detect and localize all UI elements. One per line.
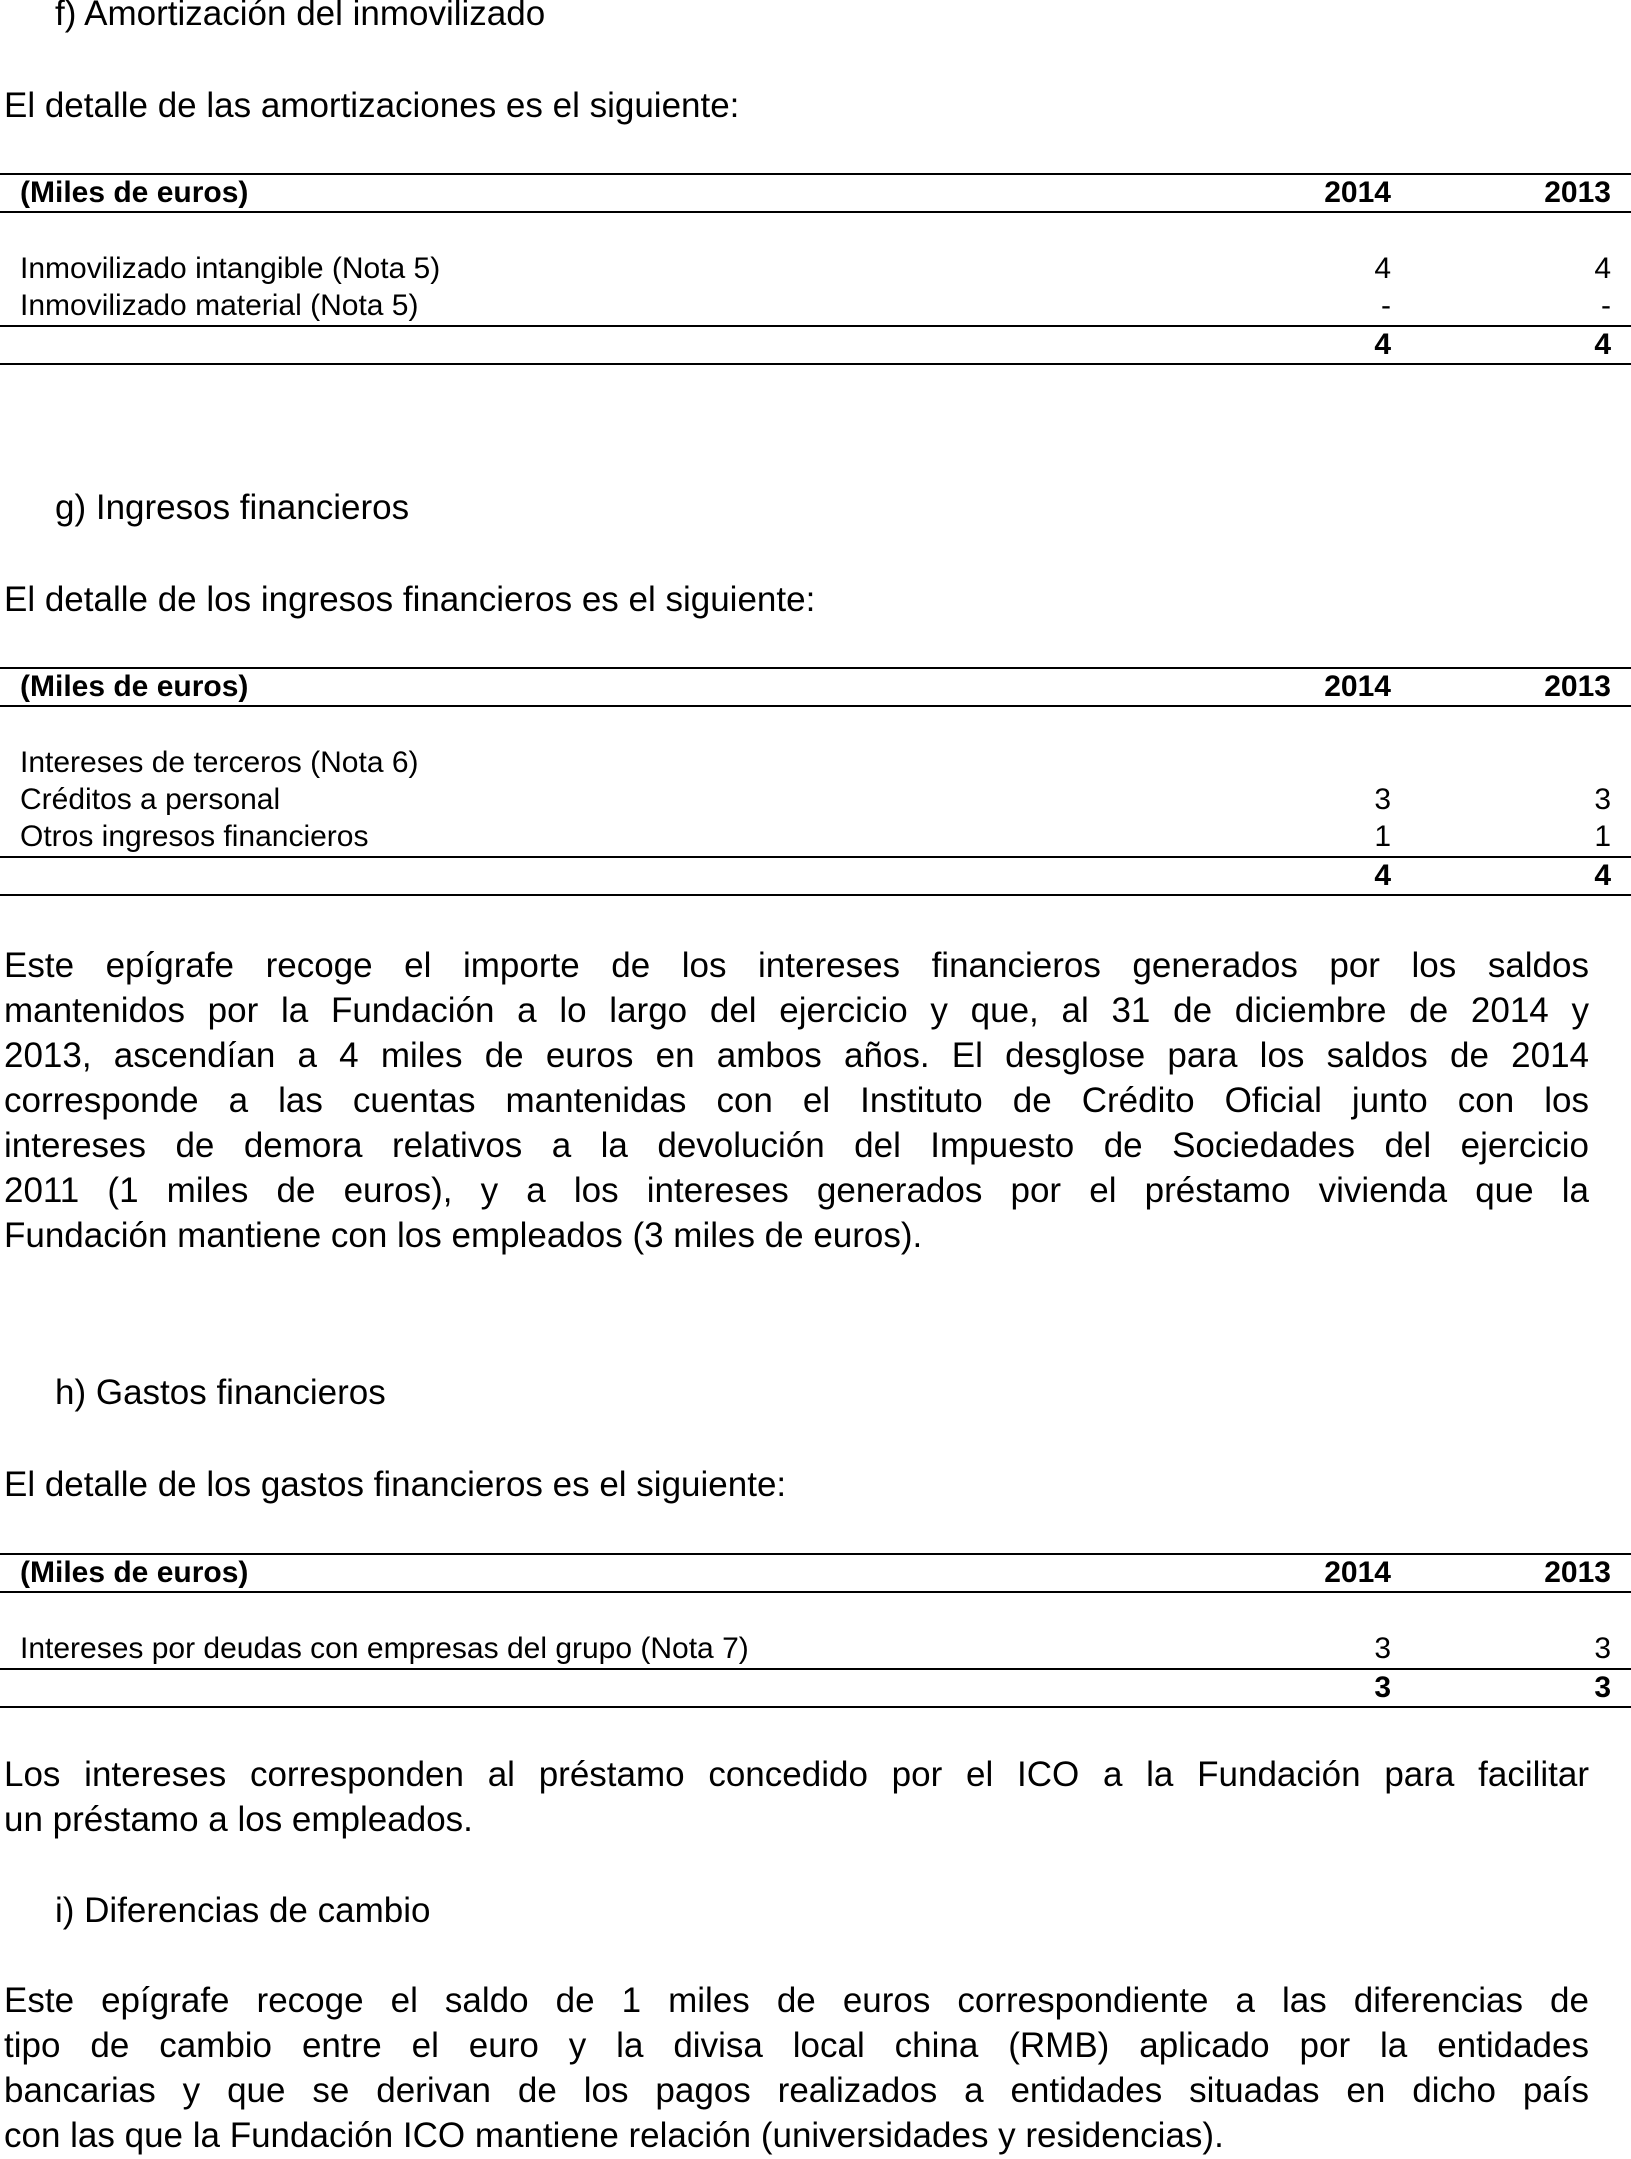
paragraph-line: Los intereses corresponden al préstamo concedido por el ICO a la Fundación para facilitar <box>4 1755 1589 1794</box>
table-rule <box>0 1591 1631 1593</box>
header-2013: 2013 <box>1544 176 1611 209</box>
section-i-heading: i) Diferencias de cambio <box>55 1891 431 1930</box>
paragraph-line: bancarias y que se derivan de los pagos realizados a entidades situadas en dicho país <box>4 2071 1589 2110</box>
total-2014: 4 <box>1374 328 1391 361</box>
total-2013: 3 <box>1594 1671 1611 1704</box>
row-label: Intereses de terceros (Nota 6) <box>20 746 419 779</box>
paragraph-line: con las que la Fundación ICO mantiene relación (universidades y residencias). <box>4 2116 1224 2155</box>
section-i-paragraph <box>4 1978 1589 2158</box>
paragraph-line: intereses de demora relativos a la devolución del Impuesto de Sociedades del ejercicio <box>4 1126 1589 1165</box>
row-2013: 3 <box>1594 1632 1611 1665</box>
paragraph-line: tipo de cambio entre el euro y la divisa local china (RMB) aplicado por la entidades <box>4 2026 1589 2065</box>
section-h-intro: El detalle de los gastos financieros es el siguiente: <box>4 1465 787 1504</box>
row-2014: 3 <box>1374 783 1391 816</box>
section-g-intro: El detalle de los ingresos financieros es el siguiente: <box>4 580 816 619</box>
table-rule <box>0 705 1631 707</box>
table-rule <box>0 894 1631 896</box>
table-rule <box>0 211 1631 213</box>
paragraph-line: Este epígrafe recoge el saldo de 1 miles de euros correspondiente a las diferencias de <box>4 1981 1589 2020</box>
paragraph-line: un préstamo a los empleados. <box>4 1800 473 1839</box>
row-2014: 4 <box>1374 252 1391 285</box>
paragraph-line: corresponde a las cuentas mantenidas con el Instituto de Crédito Oficial junto con los <box>4 1081 1589 1120</box>
section-g-paragraph <box>4 943 1589 1258</box>
paragraph-line: 2013, ascendían a 4 miles de euros en ambos años. El desglose para los saldos de 2014 <box>4 1036 1589 1075</box>
header-label: (Miles de euros) <box>20 176 249 209</box>
total-2014: 4 <box>1374 859 1391 892</box>
row-2013: 1 <box>1594 820 1611 853</box>
row-label: Otros ingresos financieros <box>20 820 369 853</box>
section-g-heading: g) Ingresos financieros <box>55 488 410 527</box>
total-2013: 4 <box>1594 328 1611 361</box>
header-2014: 2014 <box>1324 176 1391 209</box>
section-h-paragraph <box>4 1752 1589 1842</box>
header-2013: 2013 <box>1544 1556 1611 1589</box>
row-label: Créditos a personal <box>20 783 281 816</box>
section-f-heading: f) Amortización del inmovilizado <box>55 0 546 33</box>
paragraph-line: Fundación mantiene con los empleados (3 miles de euros). <box>4 1216 923 1255</box>
header-label: (Miles de euros) <box>20 1556 249 1589</box>
row-2014: 1 <box>1374 820 1391 853</box>
header-2014: 2014 <box>1324 1556 1391 1589</box>
paragraph-line: 2011 (1 miles de euros), y a los intereses generados por el préstamo vivienda que la <box>4 1171 1589 1210</box>
row-label: Inmovilizado intangible (Nota 5) <box>20 252 441 285</box>
row-2013: 4 <box>1594 252 1611 285</box>
table-rule <box>0 1706 1631 1708</box>
row-2013: - <box>1601 289 1611 322</box>
section-h-heading: h) Gastos financieros <box>55 1373 386 1412</box>
row-2014: - <box>1381 289 1391 322</box>
section-f-intro: El detalle de las amortizaciones es el siguiente: <box>4 86 740 125</box>
header-2013: 2013 <box>1544 670 1611 703</box>
row-label: Inmovilizado material (Nota 5) <box>20 289 419 322</box>
row-2013: 3 <box>1594 783 1611 816</box>
header-2014: 2014 <box>1324 670 1391 703</box>
row-label: Intereses por deudas con empresas del grupo (Nota 7) <box>20 1632 749 1665</box>
header-label: (Miles de euros) <box>20 670 249 703</box>
paragraph-line: Este epígrafe recoge el importe de los intereses financieros generados por los saldos <box>4 946 1589 985</box>
row-2014: 3 <box>1374 1632 1391 1665</box>
total-2014: 3 <box>1374 1671 1391 1704</box>
table-rule <box>0 363 1631 365</box>
total-2013: 4 <box>1594 859 1611 892</box>
paragraph-line: mantenidos por la Fundación a lo largo del ejercicio y que, al 31 de diciembre de 2014 y <box>4 991 1589 1030</box>
